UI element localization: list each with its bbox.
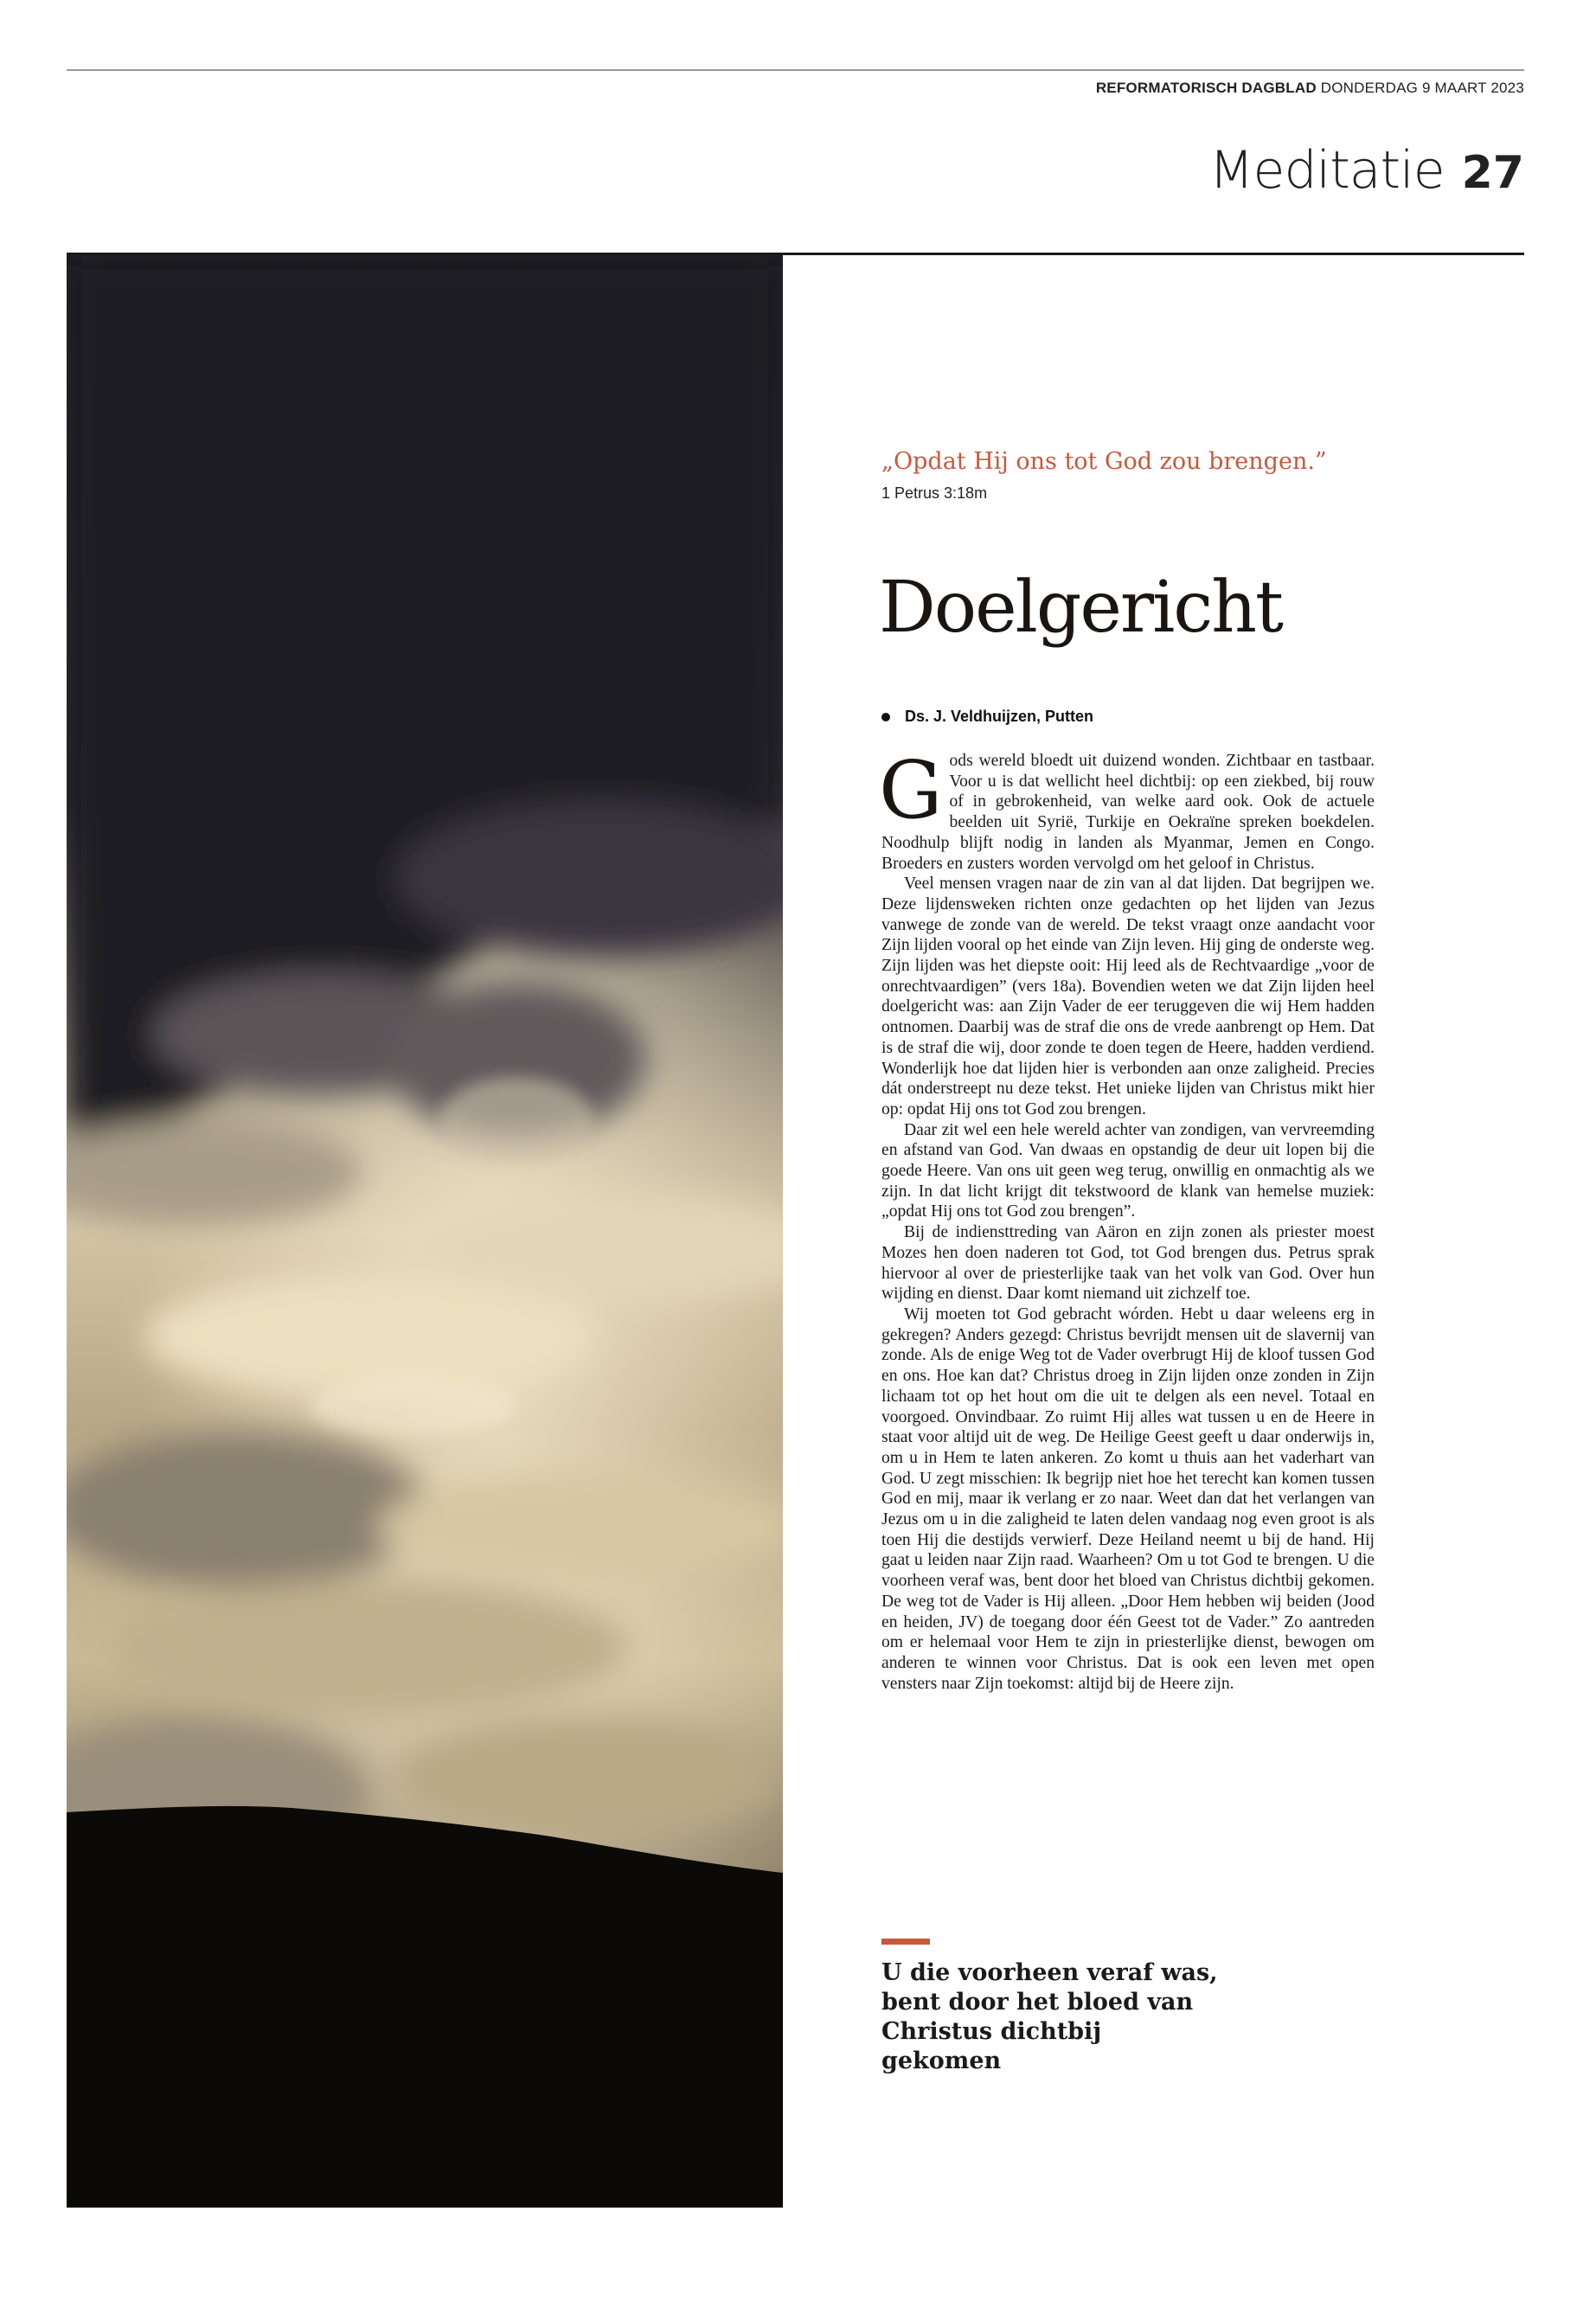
bible-quote: „Opdat Hij ons tot God zou brengen.” bbox=[881, 448, 1327, 475]
pull-quote: U die voorheen veraf was, bent door het bloed van Christus dichtbij gekomen bbox=[881, 1959, 1218, 2074]
byline bbox=[881, 708, 1093, 726]
cloudy-sky-photo bbox=[67, 255, 783, 2208]
article-paragraph: Bij de indiensttreding van Aäron en zijn zonen als priester moest Mozes hen doen naderen tot God, tot God brengen dus. Petrus sprak hiervoor al over de priesterlijke taak van het volk van God. Over hun wijding en dienst. Daar komt niemand uit zichzelf toe. bbox=[881, 1223, 1375, 1304]
article-body bbox=[879, 744, 1375, 1694]
page-number: 27 bbox=[1461, 147, 1524, 199]
article-paragraph: Veel mensen vragen naar de zin van al dat lijden. Dat begrijpen we. Deze lijdensweken richten onze gedachten op het lijden van Jezus vanwege de zonde van de wereld. De tekst vraagt onze aandacht voor Zijn lijden vooral op het einde van Zijn leven. Hij ging de onderste weg. Zijn lijden was het diepste ooit: Hij leed als de Rechtvaardige „voor de onrechtvaardigen” (vers 18a). Bovendien weten we dat Zijn lijden heel doelgericht was: aan Zijn Vader de eer teruggeven die wij Hem hadden ontnomen. Daarbij was de straf die ons de vrede aanbrengt op Hem. Dat is de straf die wij, door zonde te doen tegen de Heere, hadden verdiend. Wonderlijk hoe dat lijden hier is verbonden aan onze zaligheid. Precies dát onderstreept nu deze tekst. Het unieke lijden van Christus mikt hier op: opdat Hij ons tot God zou brengen. bbox=[881, 875, 1375, 1118]
byline-author: Ds. J. Veldhuijzen, Putten bbox=[905, 708, 1094, 725]
top-rule bbox=[67, 69, 1524, 71]
drop-cap: G bbox=[879, 744, 943, 836]
bible-reference: 1 Petrus 3:18m bbox=[881, 484, 988, 502]
cloudy-sky-photo-icon bbox=[67, 255, 783, 2208]
publication-date: DONDERDAG 9 MAART 2023 bbox=[1320, 80, 1524, 96]
publication-name: REFORMATORISCH DAGBLAD bbox=[1095, 80, 1317, 96]
article-paragraph: Daar zit wel een hele wereld achter van zondigen, van vervreemding en afstand van God. Van dwaas en opstandig de deur uit lopen bij die goede Heere. Van ons uit geen weg terug, onwillig en onmachtig als we zijn. In dat licht krijgt dit tekstwoord de klank van hemelse muziek: „opdat Hij ons tot God zou brengen”. bbox=[881, 1120, 1375, 1221]
first-paragraph-text: ods wereld bloedt uit duizend wonden. Zichtbaar en tastbaar. Voor u is dat wellicht heel dichtbij: op een ziekbed, bij rouw of in gebrokenheid, van welke aard ook. Ook de actuele beelden uit Syrië, Turkije en Oekraïne spreken boekdelen. Noodhulp blijft nodig in landen als Myanmar, Jemen en Congo. Broeders en zusters worden vervolgd om het geloof in Christus. bbox=[881, 752, 1375, 873]
pull-quote-accent-bar bbox=[881, 1939, 930, 1945]
section-title: Meditatie bbox=[1208, 140, 1445, 201]
article-title: Doelgericht bbox=[879, 567, 1282, 649]
section-header bbox=[1209, 140, 1524, 209]
masthead bbox=[1096, 80, 1524, 97]
bullet-dot-icon bbox=[881, 713, 890, 721]
article-paragraph bbox=[879, 744, 1375, 874]
article-paragraph: Wij moeten tot God gebracht wórden. Hebt u daar weleens erg in gekregen? Anders gezegd: Christus bevrijdt mensen uit de slavernij van zonde. Als de enige Weg tot de Vader overbrugt Hij de kloof tussen God en ons. Hoe kan dat? Christus droeg in Zijn lijden onze zonden in Zijn lichaam tot op het hout om die uit te delgen als een nevel. Totaal en voorgoed. Onvindbaar. Zo ruimt Hij alles wat tussen u en de Heere in staat voor altijd uit de weg. De Heilige Geest geeft u daar onderwijs in, om u in Hem te laten ankeren. Zo komt u thuis aan het vaderhart van God. U zegt misschien: Ik begrijp niet hoe het terecht kan komen tussen God en mij, maar ik verlang er zo naar. Weet dan dat het verlangen van Jezus om u in die zaligheid te laten delen vandaag nog even groot is als toen Hij die destijds verwierf. Deze Heiland neemt u bij de hand. Hij gaat u leiden naar Zijn raad. Waarheen? Om u tot God te brengen. U die voorheen veraf was, bent door het bloed van Christus dichtbij gekomen. De weg tot de Vader is Hij alleen. „Door Hem hebben wij beiden (Jood en heiden, JV) de toegang door één Geest tot de Vader.” Zo aantreden om er helemaal voor Hem te zijn in priesterlijke dienst, bewogen om anderen te winnen voor Christus. Dat is ook een leven met open vensters naar Zijn toekomst: altijd bij de Heere zijn. bbox=[881, 1304, 1375, 1693]
